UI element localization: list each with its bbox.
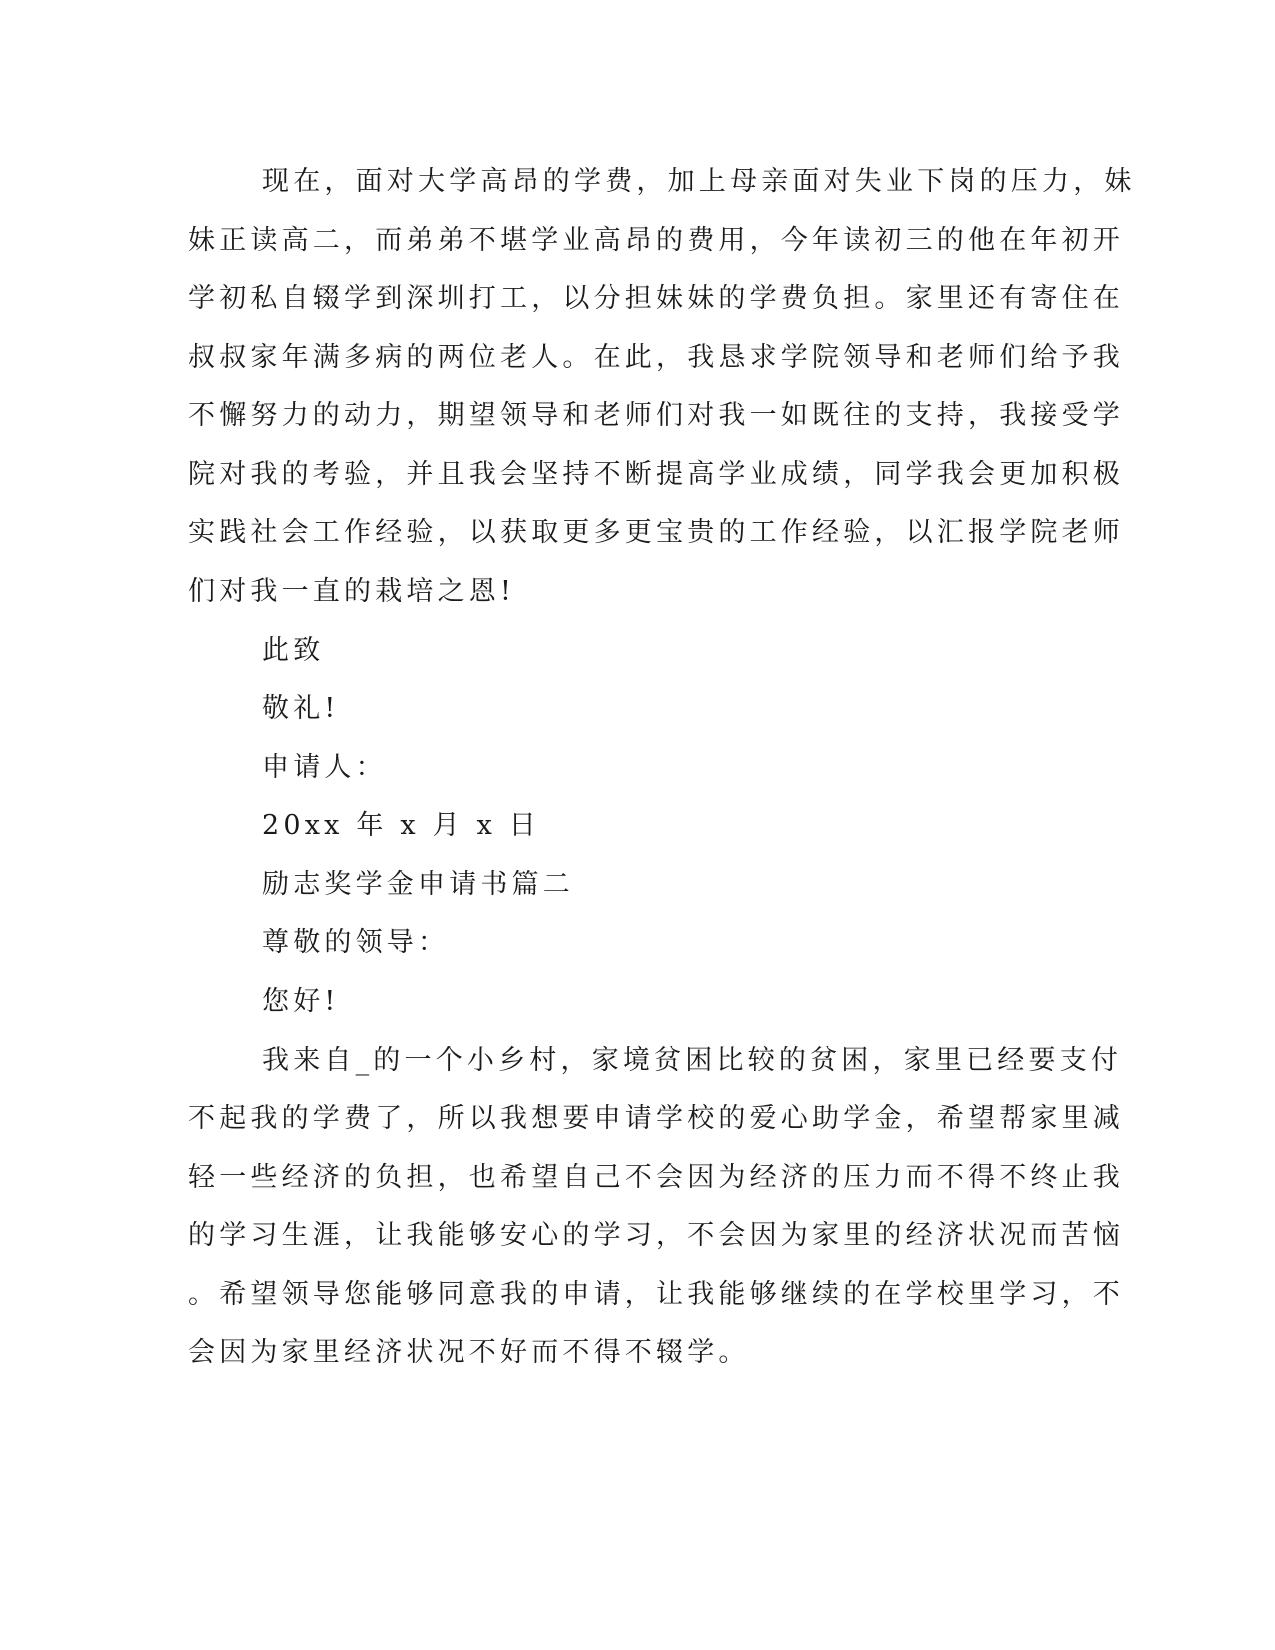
paragraph-2-line: 的学习生涯，让我能够安心的学习，不会因为家里的经济状况而苦恼 (188, 1220, 1124, 1251)
paragraph-1-line: 现在，面对大学高昂的学费，加上母亲面对失业下岗的压力，妹 (262, 166, 1136, 197)
paragraph-2-line: 不起我的学费了，所以我想要申请学校的爱心助学金，希望帮家里减 (188, 1103, 1124, 1134)
paragraph-1-line: 们对我一直的栽培之恩! (188, 576, 516, 607)
paragraph-1-line: 不懈努力的动力，期望领导和老师们对我一如既往的支持，我接受学 (188, 400, 1124, 431)
paragraph-1-line: 院对我的考验，并且我会坚持不断提高学业成绩，同学我会更加积极 (188, 459, 1124, 490)
salutation: 尊敬的领导： (262, 927, 450, 958)
paragraph-2-line: 。希望领导您能够同意我的申请，让我能够继续的在学校里学习，不 (188, 1279, 1124, 1310)
paragraph-1-line: 学初私自辍学到深圳打工，以分担妹妹的学费负担。家里还有寄住在 (188, 283, 1124, 314)
paragraph-1-line: 实践社会工作经验，以获取更多更宝贵的工作经验，以汇报学院老师 (188, 517, 1124, 548)
paragraph-2-line: 会因为家里经济状况不好而不得不辍学。 (188, 1337, 750, 1368)
paragraph-2-line: 我来自_的一个小乡村，家境贫困比较的贫困，家里已经要支付 (262, 1045, 1123, 1076)
date-line: 20xx 年 x 月 x 日 (262, 810, 540, 841)
section-title: 励志奖学金申请书篇二 (262, 869, 574, 900)
paragraph-1-line: 妹正读高二，而弟弟不堪学业高昂的费用，今年读初三的他在年初开 (188, 225, 1124, 256)
paragraph-1-line: 叔叔家年满多病的两位老人。在此，我恳求学院领导和老师们给予我 (188, 342, 1124, 373)
closing-to-whom: 此致 (262, 635, 325, 666)
paragraph-2-line: 轻一些经济的负担，也希望自己不会因为经济的压力而不得不终止我 (188, 1162, 1124, 1193)
applicant-label: 申请人： (262, 752, 387, 783)
greeting: 您好! (262, 986, 340, 1017)
closing-salute: 敬礼! (262, 693, 340, 724)
